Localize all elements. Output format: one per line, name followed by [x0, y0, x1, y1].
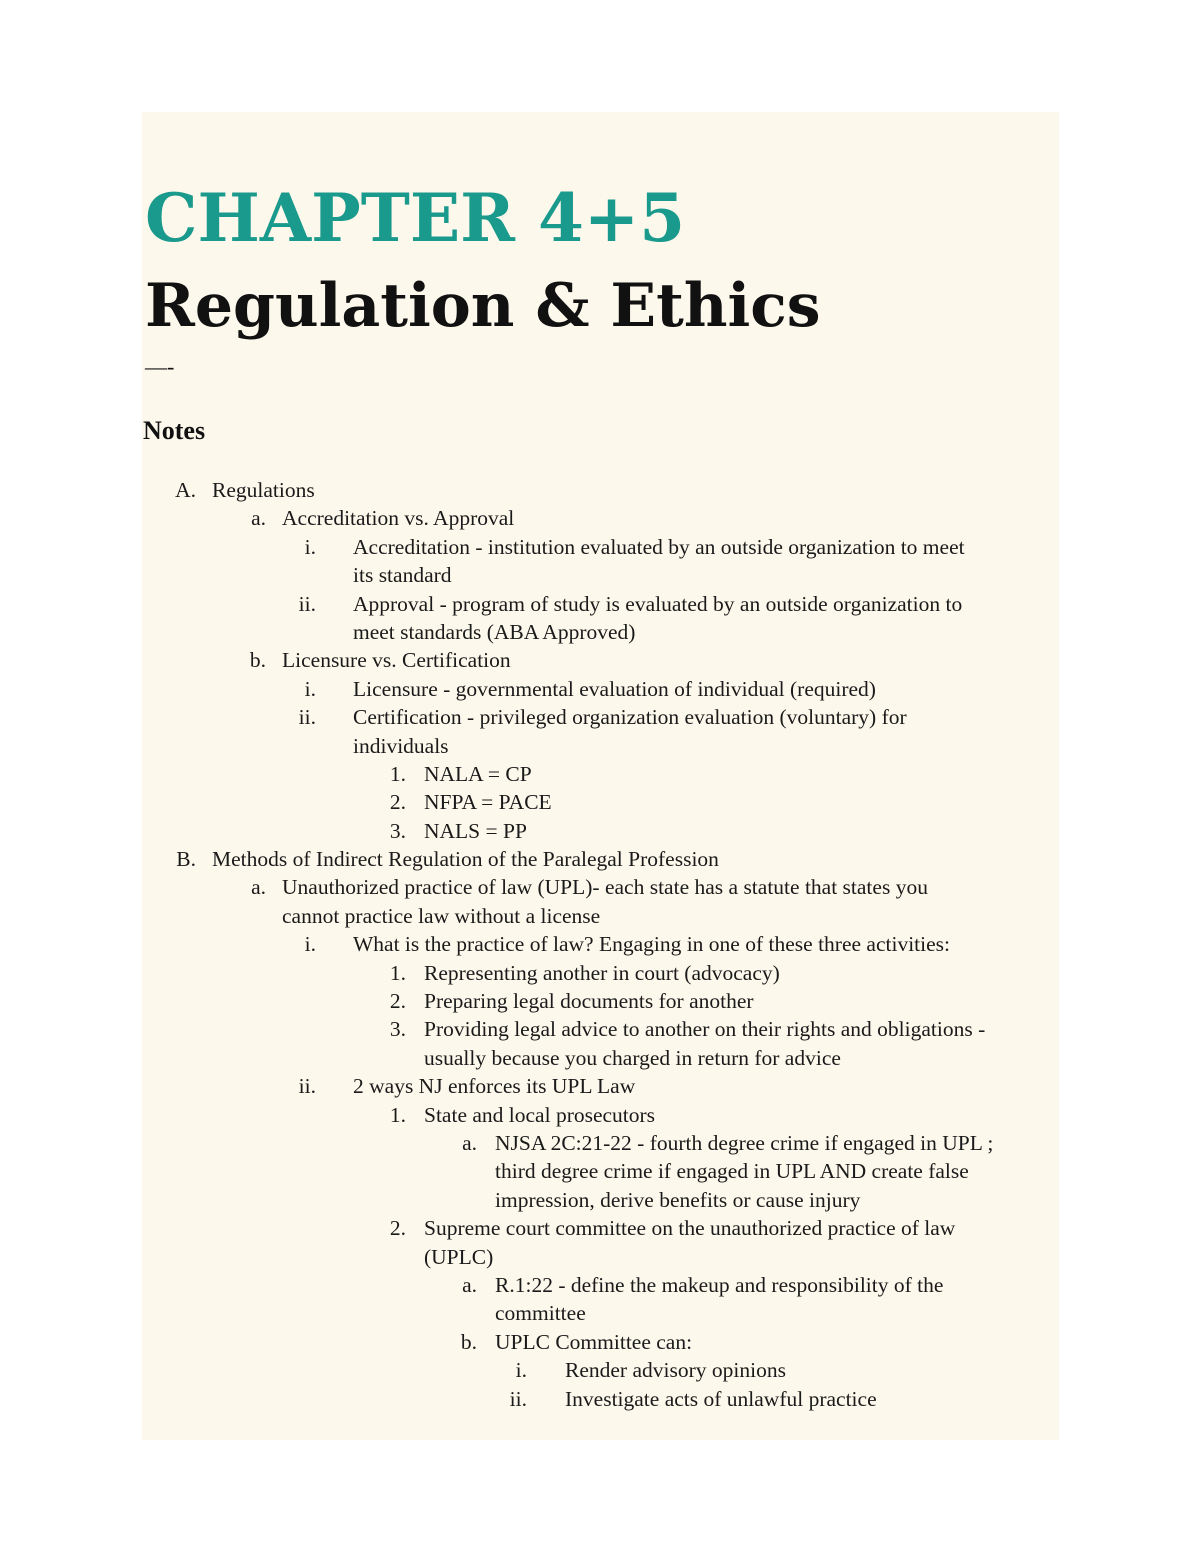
list-item-text: meet standards (ABA Approved) — [353, 619, 636, 644]
list-item-text: Supreme court committee on the unauthorized practice of law — [424, 1216, 956, 1241]
list-marker: B. — [176, 847, 196, 872]
list-marker: 3. — [389, 818, 406, 843]
list-marker: 1. — [389, 1102, 406, 1127]
list-item-text: impression, derive benefits or cause injury — [495, 1187, 861, 1212]
list-item-text: R.1:22 - define the makeup and responsibility of the — [495, 1272, 944, 1297]
outline-item-practice-of-law — [0, 930, 1200, 958]
list-item-text: Accreditation vs. Approval — [282, 506, 515, 531]
list-marker: a. — [251, 506, 266, 531]
list-marker: 3. — [389, 1017, 406, 1042]
list-marker: ii. — [298, 591, 316, 616]
outline-item-continuation — [0, 1044, 1200, 1072]
list-item-text: Unauthorized practice of law (UPL)- each state has a statute that states you — [282, 875, 928, 900]
outline-item-licensure-vs-certification — [0, 646, 1200, 674]
outline-item-upl — [0, 873, 1200, 901]
list-marker: ii. — [298, 1074, 316, 1099]
list-marker: a. — [462, 1130, 477, 1155]
outline-item-rule-1-22 — [0, 1271, 1200, 1299]
list-item-text: Licensure - governmental evaluation of individual (required) — [353, 676, 876, 701]
list-item-text: usually because you charged in return for advice — [424, 1045, 841, 1070]
outline-item-approval — [0, 590, 1200, 618]
notes-heading: Notes — [143, 416, 206, 445]
outline-item-providing-advice — [0, 1015, 1200, 1043]
outline-item-continuation — [0, 1299, 1200, 1327]
list-marker: i. — [304, 932, 316, 957]
outline-item-nj-enforcement — [0, 1072, 1200, 1100]
list-item-text: Licensure vs. Certification — [282, 648, 511, 673]
list-item-text: Methods of Indirect Regulation of the Paralegal Profession — [212, 847, 719, 872]
list-item-text: NJSA 2C:21-22 - fourth degree crime if engaged in UPL ; — [495, 1130, 994, 1155]
list-item-text: cannot practice law without a license — [282, 903, 601, 928]
outline-item-accreditation — [0, 533, 1200, 561]
section-divider: —- — [145, 354, 175, 379]
list-item-text: Render advisory opinions — [565, 1358, 786, 1383]
list-marker: ii. — [509, 1386, 527, 1411]
outline-item-continuation — [0, 902, 1200, 930]
list-marker: ii. — [298, 705, 316, 730]
list-marker: i. — [304, 676, 316, 701]
outline-item-advisory-opinions — [0, 1356, 1200, 1384]
outline-item-continuation — [0, 1186, 1200, 1214]
chapter-subtitle: Regulation & Ethics — [145, 271, 821, 341]
outline-item-indirect-regulation — [0, 845, 1200, 873]
list-marker: b. — [249, 648, 266, 673]
list-item-text: committee — [495, 1301, 586, 1326]
outline-item-investigate — [0, 1385, 1200, 1413]
outline-item-certification — [0, 703, 1200, 731]
list-item-text: Preparing legal documents for another — [424, 989, 754, 1014]
list-marker: i. — [515, 1358, 527, 1383]
list-marker: a. — [251, 875, 266, 900]
list-item-text: 2 ways NJ enforces its UPL Law — [353, 1074, 636, 1099]
notes-outline — [0, 476, 1200, 1413]
list-marker: 2. — [389, 989, 406, 1014]
list-item-text: (UPLC) — [424, 1244, 494, 1269]
outline-item-prosecutors — [0, 1101, 1200, 1129]
outline-item-supreme-court-committee — [0, 1214, 1200, 1242]
outline-item-regulations — [0, 476, 1200, 504]
outline-item-continuation — [0, 1157, 1200, 1185]
list-item-text: State and local prosecutors — [424, 1102, 656, 1127]
outline-item-nala — [0, 760, 1200, 788]
list-item-text: UPLC Committee can: — [495, 1329, 693, 1354]
outline-item-continuation — [0, 732, 1200, 760]
list-marker: i. — [304, 534, 316, 559]
outline-item-continuation — [0, 618, 1200, 646]
list-marker: 2. — [389, 790, 406, 815]
list-item-text: its standard — [353, 563, 452, 588]
list-marker: 1. — [389, 960, 406, 985]
chapter-title: CHAPTER 4+5 — [145, 179, 686, 257]
list-item-text: What is the practice of law? Engaging in one of these three activities: — [353, 932, 950, 957]
list-item-text: Accreditation - institution evaluated by an outside organization to meet — [353, 534, 965, 559]
list-item-text: Approval - program of study is evaluated by an outside organization to — [353, 591, 963, 616]
list-item-text: third degree crime if engaged in UPL AND create false — [495, 1159, 969, 1184]
outline-item-preparing — [0, 987, 1200, 1015]
outline-item-continuation — [0, 561, 1200, 589]
list-item-text: Investigate acts of unlawful practice — [565, 1386, 877, 1411]
list-item-text: Providing legal advice to another on their rights and obligations - — [424, 1017, 986, 1042]
list-item-text: NALS = PP — [424, 818, 527, 843]
outline-item-uplc-can — [0, 1328, 1200, 1356]
list-item-text: NFPA = PACE — [424, 790, 552, 815]
outline-item-nals — [0, 817, 1200, 845]
list-item-text: Regulations — [212, 478, 315, 502]
list-marker: a. — [462, 1272, 477, 1297]
outline-item-continuation — [0, 1243, 1200, 1271]
list-item-text: NALA = CP — [424, 761, 532, 786]
list-marker: 2. — [389, 1216, 406, 1241]
list-marker: b. — [460, 1329, 477, 1354]
list-item-text: individuals — [353, 733, 449, 758]
list-item-text: Certification - privileged organization evaluation (voluntary) for — [353, 705, 907, 730]
list-marker: A. — [175, 478, 196, 502]
list-item-text: Representing another in court (advocacy) — [424, 960, 780, 985]
outline-item-representing — [0, 959, 1200, 987]
outline-item-nfpa — [0, 788, 1200, 816]
outline-item-licensure — [0, 675, 1200, 703]
outline-item-accreditation-vs-approval — [0, 504, 1200, 532]
list-marker: 1. — [389, 761, 406, 786]
outline-item-njsa — [0, 1129, 1200, 1157]
